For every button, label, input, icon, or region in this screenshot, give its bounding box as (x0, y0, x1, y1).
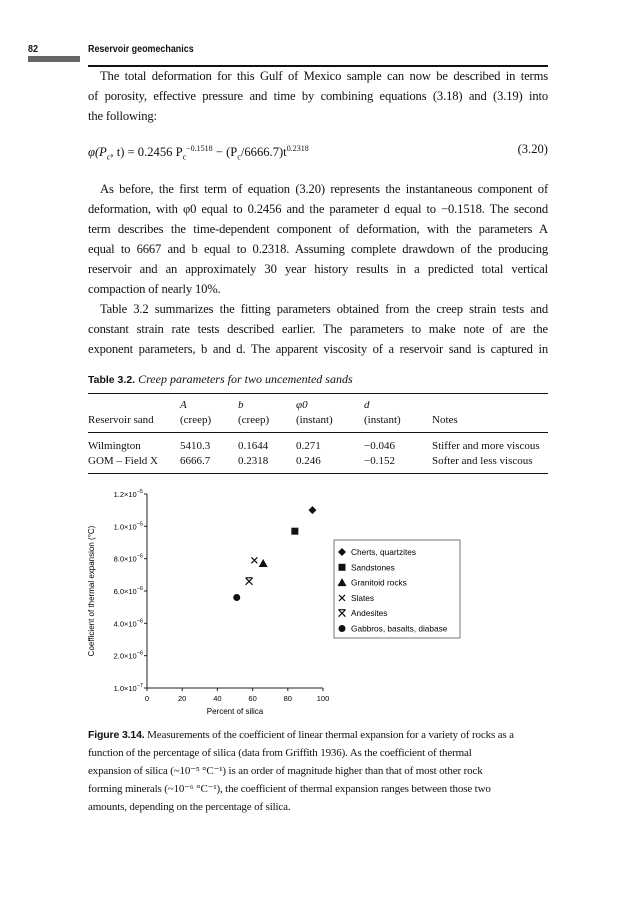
text-column (88, 66, 548, 816)
header-cell (432, 398, 548, 413)
cell: 0.271 (296, 439, 321, 452)
eq-part: − (P (212, 145, 238, 160)
text-line: term describes the time-dependent component of deformation, with the parameters A (88, 221, 548, 236)
y-tick-label: $8.0\times 10^{-6}$ (113, 553, 143, 564)
figure-caption (88, 726, 548, 816)
cell: 0.246 (296, 454, 321, 467)
x-tick-label: 20 (178, 693, 187, 703)
cell: −0.046 (364, 439, 395, 452)
header-cell: (instant) (364, 413, 401, 426)
x-tick-label: 40 (213, 693, 222, 703)
paragraph-2 (88, 179, 548, 299)
header-cell: (creep) (238, 413, 270, 426)
legend-label: Gabbros, basalts, diabase (351, 623, 448, 634)
eq-part: φ(P (88, 145, 107, 160)
text-line: compaction of nearly 10%. (88, 281, 221, 296)
cell: 0.2318 (238, 454, 269, 467)
header-cell: (instant) (296, 413, 333, 426)
y-tick-label: $6.0\times 10^{-6}$ (113, 585, 143, 596)
legend-label: Andesites (351, 607, 388, 618)
legend-label: Sandstones (351, 562, 395, 573)
eq-part: , t) = 0.2456 P (110, 145, 183, 160)
legend-label: Slates (351, 592, 375, 603)
eq-sub: c (237, 152, 241, 162)
eq-sub: c (106, 152, 111, 162)
data-point-circle (233, 594, 240, 601)
y-tick-label: $1.0\times 10^{-5}$ (113, 521, 143, 532)
table-caption (88, 371, 548, 394)
caption-line: function of the percentage of silica (data from Griffith 1936). As the coefficient of thermal (88, 746, 472, 759)
text-line: Table 3.2 summarizes the fitting parameters obtained from the creep strain tests and (100, 301, 548, 316)
y-axis-label: Coefficient of thermal expansion (°C) (87, 525, 96, 657)
cell: 5410.3 (180, 439, 211, 452)
header-cell: Reservoir sand (88, 413, 154, 426)
header-cell: b (238, 398, 244, 411)
legend-marker-x (339, 595, 345, 601)
eq-sup: −0.1518 (186, 144, 213, 153)
legend-marker-circle (339, 625, 346, 632)
equation-number: (3.20) (517, 142, 548, 156)
x-axis-label: Percent of silica (206, 706, 264, 716)
legend-marker-asterisk (339, 609, 346, 616)
caption-line: forming minerals (~10⁻⁶ °C⁻¹), the coefficient of thermal expansion ranges between those two (88, 782, 491, 795)
eq-sub: c (182, 152, 187, 162)
data-point-diamond (308, 506, 316, 514)
legend-label: Cherts, quartzites (351, 546, 417, 557)
text-line: deformation, with φ0 equal to 0.2456 and the parameter d equal to −0.1518. The second (88, 201, 548, 216)
page-number: 82 (28, 43, 38, 55)
text-line: exponent parameters, b and d. The apparent viscosity of a reservoir sand is captured in (88, 341, 548, 356)
table-header-row (88, 398, 548, 413)
caption-line (88, 726, 548, 744)
table-row (88, 432, 548, 454)
text-line: constant strain rate tests described earlier. The parameters to make note of are the (88, 321, 548, 336)
eq-sup: 0.2318 (286, 144, 309, 153)
text-line: of porosity, effective pressure and time by combining equations (3.18) and (3.19) into (88, 89, 548, 103)
text-line: equal to 6667 and b equal to 0.2318. Assuming complete drawdown of the producing (88, 241, 548, 256)
cell: 6666.7 (180, 454, 211, 467)
header-cell: d (364, 398, 370, 411)
legend-marker-triangle (338, 578, 347, 586)
table-title: Creep parameters for two uncemented sands (138, 371, 353, 386)
header-cell: φ0 (296, 398, 308, 411)
x-tick-label: 80 (283, 693, 292, 703)
y-tick-label: $1.2\times 10^{-5}$ (113, 488, 143, 499)
eq-part: /6666.7)t (240, 145, 287, 160)
running-title: Reservoir geomechanics (88, 43, 194, 55)
caption-text: Measurements of the coefficient of linear thermal expansion for a variety of rocks as a (147, 728, 514, 741)
caption-line: expansion of silica (~10⁻⁵ °C⁻¹) is an order of magnitude higher than that of most other rock (88, 764, 483, 777)
y-tick-label: $2.0\times 10^{-6}$ (113, 650, 143, 661)
header-cell: (creep) (180, 413, 212, 426)
table-header-row (88, 413, 548, 433)
cell: Stiffer and more viscous (432, 439, 540, 452)
legend-label: Granitoid rocks (351, 577, 407, 588)
cell: −0.152 (364, 454, 395, 467)
y-tick-label: $1.0\times 10^{-7}$ (113, 682, 143, 693)
text-line: As before, the first term of equation (3.20) represents the instantaneous component of (100, 181, 548, 196)
cell: 0.1644 (238, 439, 269, 452)
cell: Softer and less viscous (432, 454, 533, 467)
figure-label: Figure 3.14. (88, 728, 145, 741)
legend-marker-square (339, 564, 346, 571)
x-tick-label: 0 (144, 693, 150, 703)
paragraph-1 (88, 66, 548, 126)
header-cell: A (180, 398, 187, 411)
cell: GOM – Field X (88, 454, 158, 467)
creep-parameters-table (88, 398, 548, 474)
text-line: The total deformation for this Gulf of Mexico sample can now be described in terms (100, 69, 548, 83)
equation-3-20 (88, 138, 548, 169)
paragraph-3 (88, 299, 548, 359)
x-tick-label: 60 (248, 693, 257, 703)
header-cell: Notes (432, 413, 458, 426)
thermal-expansion-chart (0, 480, 633, 720)
y-tick-label: $4.0\times 10^{-6}$ (113, 618, 143, 629)
cell: Wilmington (88, 439, 141, 452)
data-point-asterisk (246, 578, 253, 585)
table-label: Table 3.2. (88, 373, 136, 386)
x-tick-label: 100 (316, 693, 330, 703)
page-number-bar (28, 56, 80, 62)
legend-marker-diamond (338, 548, 346, 556)
data-point-triangle (259, 559, 268, 567)
data-point-square (291, 527, 298, 534)
text-line: the following: (88, 109, 157, 123)
table-row (88, 454, 548, 474)
header-cell (88, 398, 180, 413)
caption-line: amounts, depending on the percentage of silica. (88, 800, 291, 813)
data-point-x (251, 557, 257, 563)
text-line: reservoir and an approximately 30 year history results in a predicted total vertical (88, 261, 548, 276)
